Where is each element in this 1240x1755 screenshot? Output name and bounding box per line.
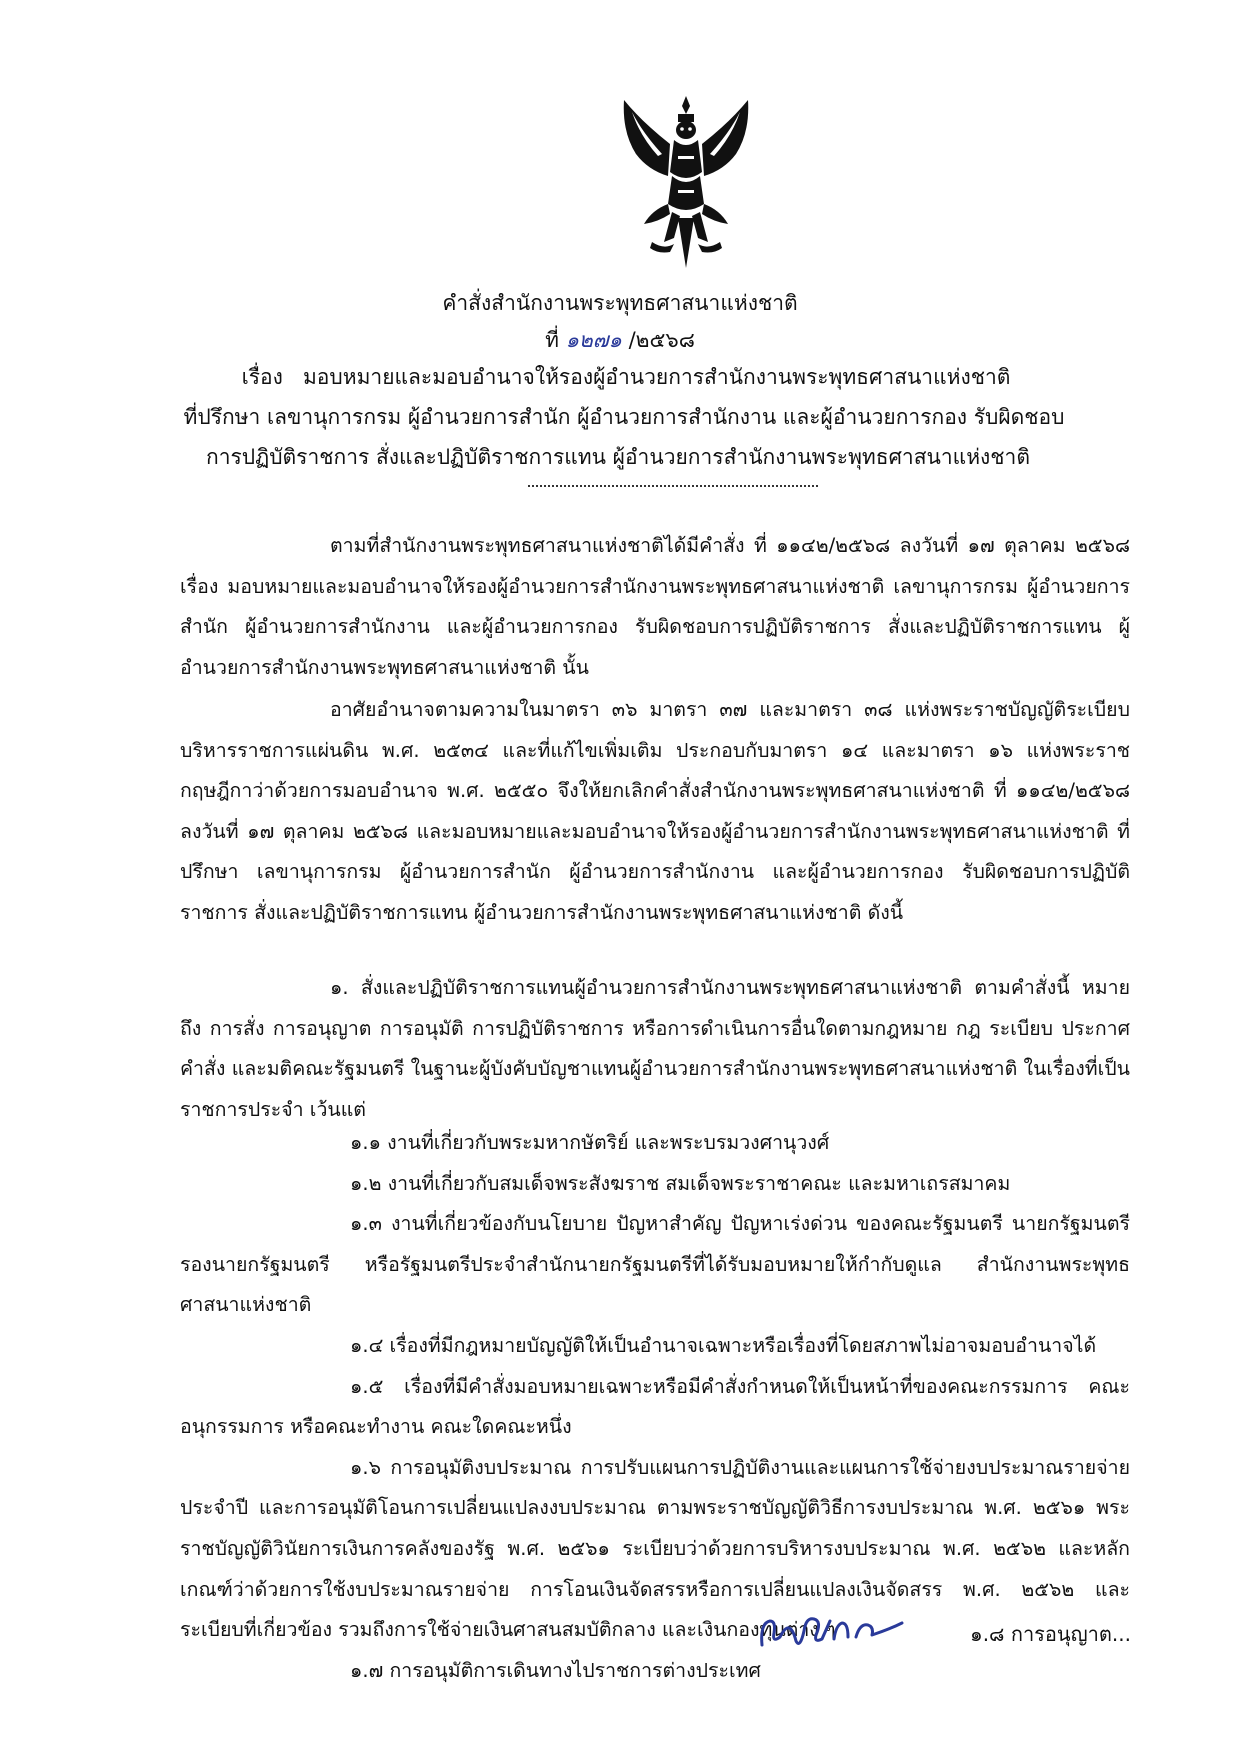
body-paragraph-1 [180,526,1130,688]
subject-text-1: มอบหมายและมอบอำนาจให้รองผู้อำนวยการสำนักงานพระพุทธศาสนาแห่งชาติ [302,365,1011,389]
list-item: ๑.๑ งานที่เกี่ยวกับพระมหากษัตริย์ และพระบรมวงศานุวงศ์ [350,1131,830,1154]
dotted-separator [528,485,818,487]
subject-label: เรื่อง [241,365,283,389]
exception-list [180,1123,1130,1691]
subject-line-3: การปฏิบัติราชการ สั่งและปฏิบัติราชการแทน ผู้อำนวยการสำนักงานพระพุทธศาสนาแห่งชาติ [206,445,1030,469]
body-paragraph-3 [180,968,1130,1130]
order-title: คำสั่งสำนักงานพระพุทธศาสนาแห่งชาติ [442,291,798,315]
list-item: ๑.๓ งานที่เกี่ยวข้องกับนโยบาย ปัญหาสำคัญ ปัญหาเร่งด่วน ของคณะรัฐมนตรี นายกรัฐมนตรี รองนายกรัฐมนตรี หรือรัฐมนตรีประจำสำนักนายกรัฐมนตรีที่ได้รับมอบหมายให้กำกับดูแล สำนักงานพระพุทธศาสนาแห่งชาติ [180,1212,1130,1317]
list-item: ๑.๒ งานที่เกี่ยวกับสมเด็จพระสังฆราช สมเด็จพระราชาคณะ และมหาเถรสมาคม [350,1171,1011,1195]
subject-line-1 [6,361,1240,394]
list-item: ๑.๔ เรื่องที่มีกฎหมายบัญญัติให้เป็นอำนาจเฉพาะหรือเรื่องที่โดยสภาพไม่อาจมอบอำนาจได้ [350,1333,1097,1357]
signature-initials [756,1603,906,1653]
paragraph-text: อาศัยอำนาจตามความในมาตรา ๓๖ มาตรา ๓๗ และมาตรา ๓๘ แห่งพระราชบัญญัติระเบียบบริหารราชการแผ่นดิน พ.ศ. ๒๕๓๔ และที่แก้ไขเพิ่มเติม ประกอบกับมาตรา ๑๔ และมาตรา ๑๖ แห่งพระราชกฤษฎีกาว่าด้วยการมอบอำนาจ พ.ศ. ๒๕๕๐ จึงให้ยกเลิกคำสั่งสำนักงานพระพุทธศาสนาแห่งชาติ ที่ ๑๑๔๒/๒๕๖๘ ลงวันที่ ๑๗ ตุลาคม ๒๕๖๘ และมอบหมายและมอบอำนาจให้รองผู้อำนวยการสำนักงานพระพุทธศาสนาแห่งชาติ ที่ปรึกษา เลขานุการกรม ผู้อำนวยการสำนัก ผู้อำนวยการสำนักงาน และผู้อำนวยการกอง รับผิดชอบการปฏิบัติราชการ สั่งและปฏิบัติราชการแทน ผู้อำนวยการสำนักงานพระพุทธศาสนาแห่งชาติ ดังนี้ [180,698,1130,924]
list-item: ๑.๗ การอนุมัติการเดินทางไปราชการต่างประเทศ [350,1658,761,1682]
number-suffix: /๒๕๖๘ [628,328,695,352]
garuda-emblem-icon [612,92,760,272]
number-prefix: ที่ [545,328,559,352]
order-number [0,324,1240,357]
next-page-marker: ๑.๘ การอนุญาต... [970,1622,1131,1646]
body-paragraph-2 [180,690,1130,934]
list-item: ๑.๖ การอนุมัติงบประมาณ การปรับแผนการปฏิบัติงานและแผนการใช้จ่ายงบประมาณรายจ่ายประจำปี และการอนุมัติโอนการเปลี่ยนแปลงงบประมาณ ตามพระราชบัญญัติวิธีการงบประมาณ พ.ศ. ๒๕๖๑ พระราชบัญญัติวินัยการเงินการคลังของรัฐ พ.ศ. ๒๕๖๑ ระเบียบว่าด้วยการบริหารงบประมาณ พ.ศ. ๒๕๖๒ และหลักเกณฑ์ว่าด้วยการใช้งบประมาณรายจ่าย การโอนเงินจัดสรรหรือการเปลี่ยนแปลงเงินจัดสรร พ.ศ. ๒๕๖๒ และระเบียบที่เกี่ยวข้อง รวมถึงการใช้จ่ายเงินศาสนสมบัติกลาง และเงินกองทุนต่าง ๆ [180,1455,1130,1642]
subject-line-2: ที่ปรึกษา เลขานุการกรม ผู้อำนวยการสำนัก ผู้อำนวยการสำนักงาน และผู้อำนวยการกอง รับผิดชอบ [183,405,1065,429]
paragraph-text: ๑. สั่งและปฏิบัติราชการแทนผู้อำนวยการสำนักงานพระพุทธศาสนาแห่งชาติ ตามคำสั่งนี้ หมายถึง การสั่ง การอนุญาต การอนุมัติ การปฏิบัติราชการ หรือการดำเนินการอื่นใดตามกฎหมาย กฎ ระเบียบ ประกาศ คำสั่ง และมติคณะรัฐมนตรี ในฐานะผู้บังคับบัญชาแทนผู้อำนวยการสำนักงานพระพุทธศาสนาแห่งชาติ ในเรื่องที่เป็นราชการประจำ เว้นแต่ [180,976,1130,1121]
paragraph-text: ตามที่สำนักงานพระพุทธศาสนาแห่งชาติได้มีคำสั่ง ที่ ๑๑๔๒/๒๕๖๘ ลงวันที่ ๑๗ ตุลาคม ๒๕๖๘ เรื่อง มอบหมายและมอบอำนาจให้รองผู้อำนวยการสำนักงานพระพุทธศาสนาแห่งชาติ เลขานุการกรม ผู้อำนวยการสำนัก ผู้อำนวยการสำนักงาน และผู้อำนวยการกอง รับผิดชอบการปฏิบัติราชการ สั่งและปฏิบัติราชการแทน ผู้อำนวยการสำนักงานพระพุทธศาสนาแห่งชาติ นั้น [180,534,1130,679]
handwritten-number: ๑๒๗๑ [565,328,622,352]
list-item: ๑.๕ เรื่องที่มีคำสั่งมอบหมายเฉพาะหรือมีคำสั่งกำหนดให้เป็นหน้าที่ของคณะกรรมการ คณะอนุกรรมการ หรือคณะทำงาน คณะใดคณะหนึ่ง [180,1374,1130,1439]
